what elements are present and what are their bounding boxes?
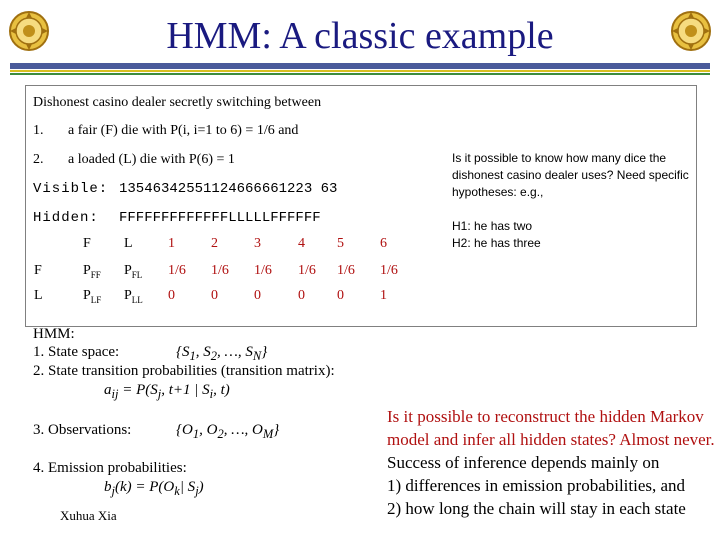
author-name: Xuhua Xia [60, 508, 117, 523]
slide-title: HMM: A classic example [166, 15, 554, 57]
emission-cell: 1 [380, 288, 387, 303]
transition-formula: $a_{ij} = P(S_j$, t+1 | $S_i$, t) [104, 382, 230, 401]
item-1-text: a fair (F) die with P(i, i=1 to 6) = 1/6 and [68, 123, 299, 138]
conclusion-line: 2) how long the chain will stay in each state [387, 499, 686, 518]
observations-label: 3. Observations: [33, 422, 132, 438]
hypothesis-question: Is it possible to know how many dice the dishonest casino dealer uses? Need specific hypotheses: e.g., [452, 151, 689, 199]
hidden-sequence: FFFFFFFFFFFFFLLLLLFFFFFF [119, 210, 321, 226]
table-row-state: L [34, 288, 43, 303]
hidden-label: Hidden: [33, 210, 99, 226]
table-row-state: F [34, 263, 42, 278]
table-header-cell: 1 [168, 236, 175, 251]
emission-cell: 1/6 [337, 263, 355, 278]
intro-text: Dishonest casino dealer secretly switching between [33, 95, 322, 110]
transition-cell: $P_{FF}$ [83, 263, 101, 280]
title-rule-gold [10, 70, 710, 72]
conclusion-line: 1) differences in emission probabilities, and [387, 476, 686, 495]
conclusion-question: Is it possible to reconstruct the hidden Markov model and infer all hidden states? Almost never. [387, 407, 715, 449]
emission-formula: $b_j(k) = P(O_k|$ $S_j$) [104, 479, 204, 498]
table-header-cell: 6 [380, 236, 387, 251]
state-space-formula: {$S_1$, $S_2$, …, $S_N$} [176, 344, 268, 363]
item-2-number: 2. [33, 152, 44, 167]
state-space-label: 1. State space: [33, 344, 120, 360]
emission-cell: 1/6 [168, 263, 186, 278]
emission-cell: 1/6 [254, 263, 272, 278]
emission-cell: 0 [168, 288, 175, 303]
transition-label: 2. State transition probabilities (transition matrix): [33, 363, 335, 379]
table-header-cell: 3 [254, 236, 261, 251]
hmm-heading: HMM: [33, 326, 75, 342]
table-header-cell: 4 [298, 236, 305, 251]
emission-cell: 0 [254, 288, 261, 303]
transition-cell: $P_{FL}$ [124, 263, 143, 280]
table-header-cell: 2 [211, 236, 218, 251]
table-header-cell: L [124, 236, 133, 251]
table-header-cell: F [83, 236, 91, 251]
item-1-number: 1. [33, 123, 44, 138]
item-2-text: a loaded (L) die with P(6) = 1 [68, 152, 235, 167]
hypothesis-h1: H1: he has two [452, 219, 533, 233]
conclusion-block [387, 405, 717, 520]
emission-label: 4. Emission probabilities: [33, 460, 187, 476]
visible-label: Visible: [33, 181, 109, 197]
table-header-cell: 5 [337, 236, 344, 251]
emission-cell: 0 [337, 288, 344, 303]
emission-cell: 0 [298, 288, 305, 303]
hypothesis-h2: H2: he has three [452, 236, 541, 250]
title-rule-blue [10, 63, 710, 69]
conclusion-line: Success of inference depends mainly on [387, 453, 660, 472]
emission-cell: 1/6 [211, 263, 229, 278]
transition-cell: $P_{LF}$ [83, 288, 102, 305]
transition-cell: $P_{LL}$ [124, 288, 143, 305]
emission-cell: 1/6 [298, 263, 316, 278]
title-rule-green [10, 73, 710, 75]
observations-formula: {$O_1$, $O_2$, …, $O_M$} [176, 422, 280, 441]
emission-cell: 1/6 [380, 263, 398, 278]
visible-sequence: 13546342551124666661223 63 [119, 181, 338, 197]
emission-cell: 0 [211, 288, 218, 303]
